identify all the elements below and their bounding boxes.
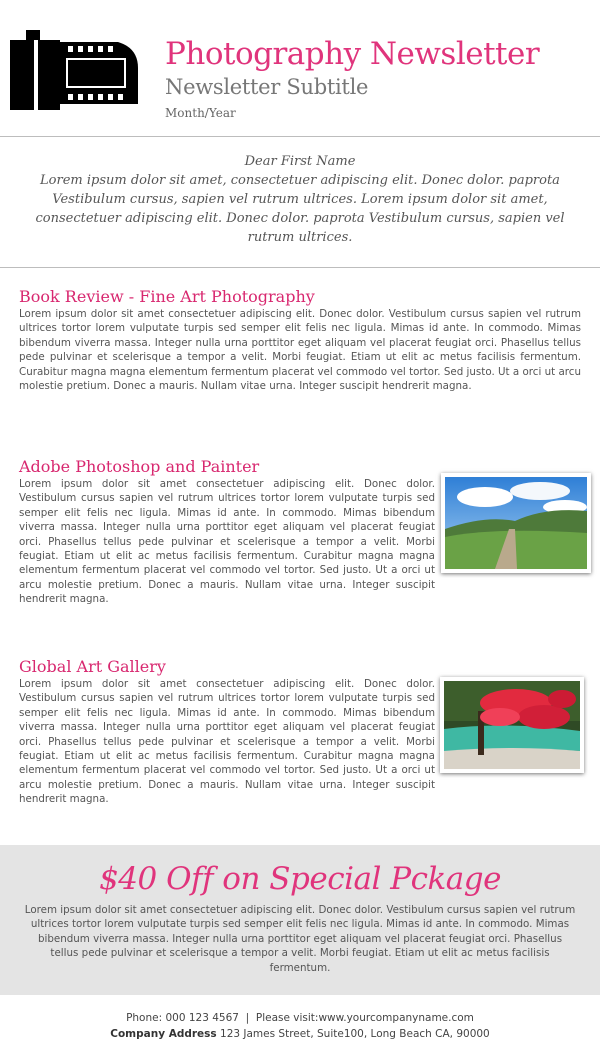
article-body: Lorem ipsum dolor sit amet consectetuer adipiscing elit. Donec dolor. Vestibulum cursus sapien vel rutrum ultrices tortor lorem vulputate turpis sed semper elit felis nec ligula. Mimas id ante. In commodo. Mimas bibendum viverra massa. Integer nulla urna porttitor eget aliquam vel placerat feugiat orci. Phasellus tellus pede pulvinar et scelerisque a tempor a velit. Morbi feugiat. Etiam ut elit ac metus facilisis fermentum. Curabitur magna magna elementum fermentum placerat vel commodo vel tortor. Sed justo. Ut a orci ut arcu molestie pretium. Donec a mauris. Nullam vitae urna. Integer suscipit hendrerit magna. — [19, 478, 435, 606]
promo-body: Lorem ipsum dolor sit amet consectetuer adipiscing elit. Donec dolor. Vestibulum cursus sapien vel rutrum ultrices tortor lorem vulputate turpis sed semper elit felis nec ligula. Mimas id ante. In commodo. Mimas bibendum viverra massa. Integer nulla urna porttitor eget aliquam vel placerat feugiat orci. Phasellus tellus pede pulvinar et scelerisque a tempor a velit. Morbi feugiat. Etiam ut elit ac metus facilisis fermentum. — [24, 904, 576, 974]
landscape-road-photo — [441, 473, 591, 573]
article-title: Adobe Photoshop and Painter — [19, 457, 260, 476]
article-body: Lorem ipsum dolor sit amet consectetuer adipiscing elit. Donec dolor. Vestibulum cursus sapien vel rutrum ultrices tortor lorem vulputate turpis sed semper elit felis nec ligula. Mimas id ante. In commodo. Mimas bibendum viverra massa. Integer nulla urna porttitor eget aliquam vel placerat feugiat orci. Phasellus tellus pede pulvinar et scelerisque a tempor a velit. Morbi feugiat. Etiam ut elit ac metus facilisis fermentum. Curabitur magna magna elementum fermentum placerat vel commodo vel tortor. Sed justo. Ut a orci ut arcu molestie pretium. Donec a mauris. Nullam vitae urna. Integer suscipit hendrerit magna. — [19, 308, 581, 393]
greeting: Dear First Name — [244, 154, 356, 169]
newsletter-date: Month/Year — [165, 106, 236, 120]
promo-section — [0, 845, 600, 995]
footer-separator: | — [245, 1012, 250, 1024]
footer-contact-line — [0, 1010, 600, 1026]
intro-text: Lorem ipsum dolor sit amet, consectetuer adipiscing elit. Donec dolor. paprota Vestibulum cursus, sapien vel rutrum ultrices. Lorem ipsum dolor sit amet, consectetuer adipiscing elit. Donec dolor. paprota Vestibulum cursus, sapien vel rutrum ultrices. — [35, 173, 565, 245]
footer-website-link[interactable]: Please visit:www.yourcompanyname.com — [255, 1012, 474, 1024]
promo-title: $40 Off on Special Pckage — [99, 861, 501, 897]
film-roll-icon — [10, 28, 138, 110]
article-book-review — [19, 287, 581, 393]
footer-address: 123 James Street, Suite100, Long Beach CA, 90000 — [220, 1028, 490, 1040]
article-body: Lorem ipsum dolor sit amet consectetuer adipiscing elit. Donec dolor. Vestibulum cursus sapien vel rutrum ultrices tortor lorem vulputate turpis sed semper elit felis nec ligula. Mimas id ante. In commodo. Mimas bibendum viverra massa. Integer nulla urna porttitor eget aliquam vel placerat feugiat orci. Phasellus tellus pede pulvinar et scelerisque a tempor a velit. Morbi feugiat. Etiam ut elit ac metus facilisis fermentum. Curabitur magna magna elementum fermentum placerat vel commodo vel tortor. Sed justo. Ut a orci ut arcu molestie pretium. Donec a mauris. Nullam vitae urna. Integer suscipit hendrerit magna. — [19, 678, 435, 806]
article-title: Global Art Gallery — [19, 657, 166, 676]
footer-phone: Phone: 000 123 4567 — [126, 1012, 239, 1024]
footer — [0, 1010, 600, 1042]
newsletter-subtitle: Newsletter Subtitle — [165, 75, 369, 99]
newsletter-title: Photography Newsletter — [165, 36, 540, 72]
article-title: Book Review - Fine Art Photography — [19, 287, 315, 306]
intro-section — [0, 138, 600, 268]
footer-address-label: Company Address — [110, 1028, 217, 1040]
red-tree-lake-photo — [440, 677, 584, 773]
newsletter-header — [0, 0, 600, 137]
footer-address-line — [0, 1026, 600, 1042]
